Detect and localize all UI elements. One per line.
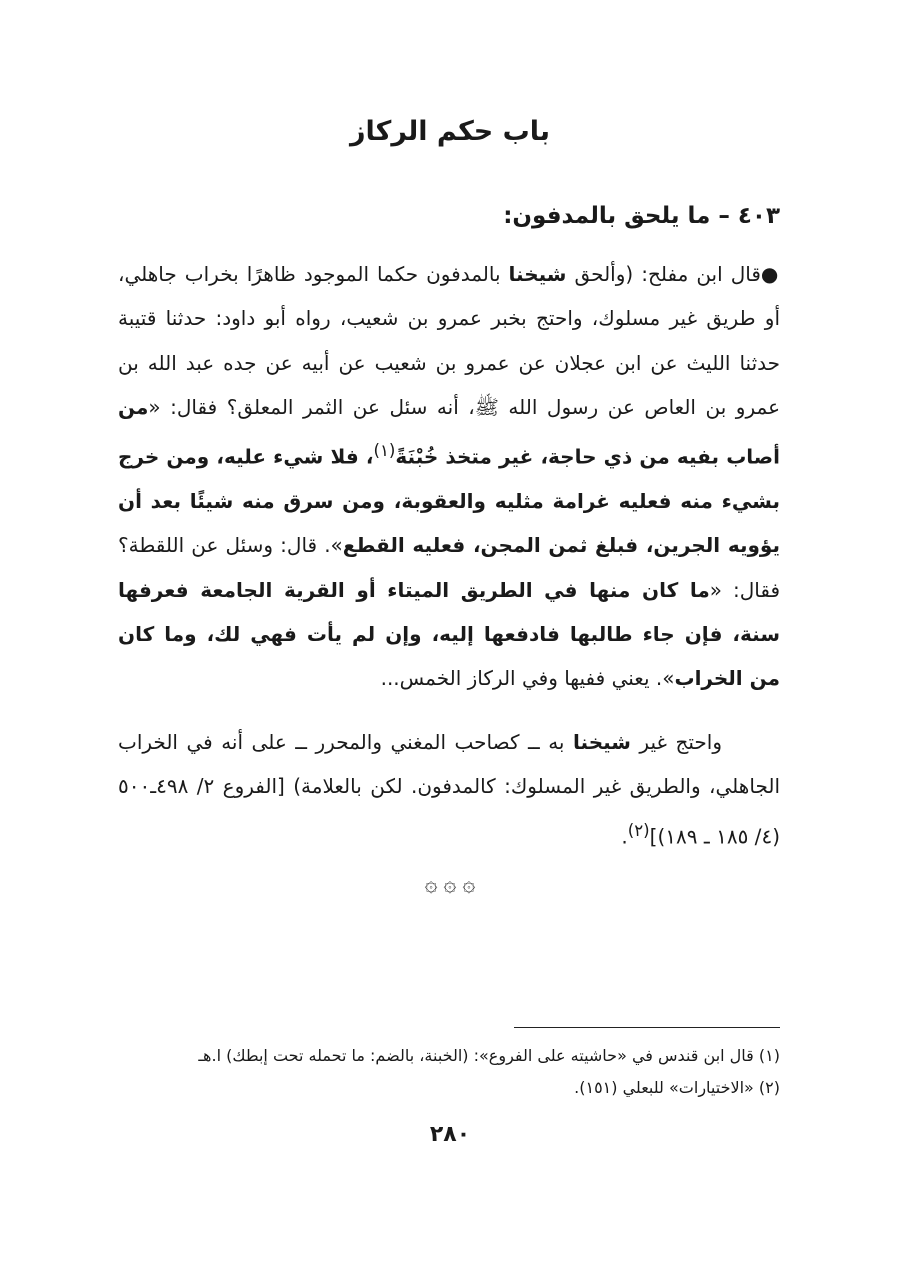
para2-text-a: واحتج غير (630, 730, 722, 754)
ornament-star-icon: ۞ (462, 872, 476, 897)
footnote-ref-2: (٢) (627, 820, 650, 840)
para2-shaykh: شيخنا (573, 730, 631, 754)
hadith-2: ما كان منها في الطريق الميتاء أو القرية الجامعة فعرفها سنة، فإن جاء طالبها فادفعها إليه، وإن لم يأت فهي لك، وما كان من الخراب (118, 577, 780, 691)
chapter-title: باب حكم الركاز (349, 116, 551, 147)
footnote-1: (١) قال ابن قندس في «حاشيته على الفروع»: (الخبنة، بالضم: ما تحمله تحت إبطك) ا.هـ (198, 1046, 780, 1065)
footnotes (118, 1040, 780, 1104)
para2-end: . (621, 824, 628, 849)
para1-text-d: ». يعني ففيها وفي الركاز الخمس... (380, 666, 675, 691)
paragraph-2 (118, 720, 780, 859)
para1-text-b: بالمدفون حكما الموجود ظاهرًا بخراب جاهلي، أو طريق غير مسلوك، واحتج بخبر عمرو بن شعيب، رواه أبو داود: حدثنا قتيبة حدثنا الليث عن ابن عجلان عن عمرو بن شعيب عن أبيه عن جده عبد الله بن عمرو بن العاص عن رسول الله ﷺ، أنه سئل عن الثمر المعلق؟ فقال: « (118, 262, 780, 419)
paragraph-1 (118, 252, 780, 701)
hadith-1-cont: ، فلا شيء عليه، ومن خرج بشيء منه فعليه غرامة مثليه والعقوبة، ومن سرق منه شيئًا بعد أن يؤويه الجرين، فبلغ ثمن المجن، فعليه القطع (118, 444, 780, 558)
ornament-star-icon: ۞ (443, 872, 457, 897)
footnote-ref-1: (١) (373, 441, 396, 461)
bullet-icon: ● (760, 262, 781, 286)
footnote-2: (٢) «الاختيارات» للبعلي (١٥١). (574, 1078, 780, 1097)
para1-text-a: قال ابن مفلح: (وألحق (566, 262, 761, 286)
para2-text-b: به ــ كصاحب المغني والمحرر ــ على أنه في الخراب الجاهلي، والطريق غير المسلوك: كالمدفون. لكن بالعلامة) [الفروع ٢/ ٤٩٨ـ٥٠٠ (٤/ ١٨٥ ـ ١٨٩)] (118, 730, 780, 849)
footnote-separator (514, 1027, 780, 1028)
section-divider (0, 872, 900, 897)
para1-text-c: ». قال: وسئل عن اللقطة؟ فقال: « (118, 533, 781, 602)
para1-shaykh: شيخنا (508, 262, 567, 286)
page-number: ٢٨٠ (429, 1122, 471, 1147)
section-heading: ٤٠٣ – ما يلحق بالمدفون: (503, 203, 780, 229)
hadith-1: من أصاب بفيه من ذي حاجة، غير متخذ خُبْنَةً (118, 394, 780, 469)
ornament-star-icon: ۞ (424, 872, 438, 897)
